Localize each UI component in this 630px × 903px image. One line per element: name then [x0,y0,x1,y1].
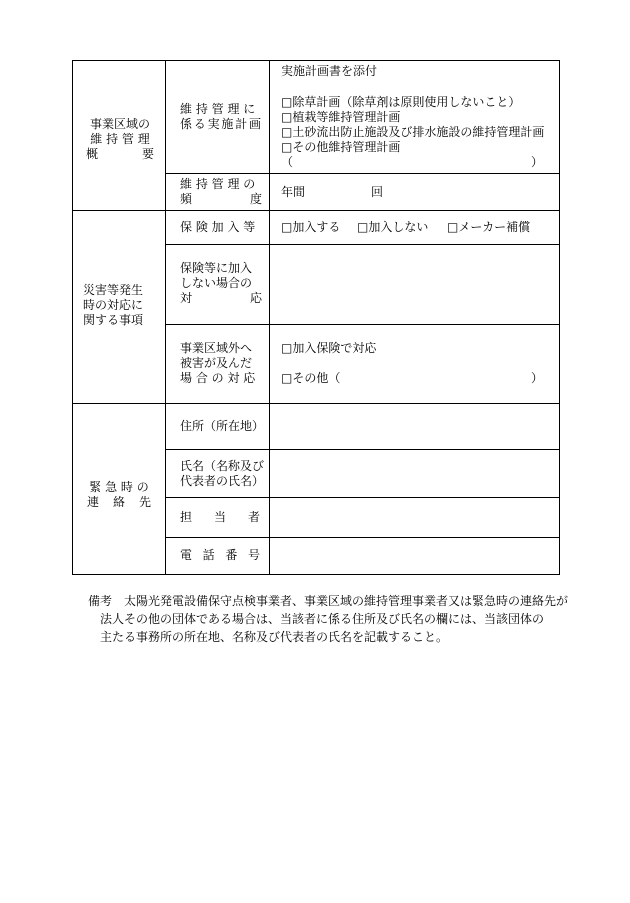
address-label: 住所（所在地） [180,419,265,433]
row-divider [165,497,559,498]
address-value[interactable] [281,413,551,441]
name-label: 氏名（名称及び 代表者の氏名） [180,459,265,488]
phone-value[interactable] [281,543,551,569]
emergency-section-label: 緊 急 時 の 連 絡 先 [87,480,151,509]
insurance-label: 保 険 加 入 等 [180,220,256,234]
phone-label: 電 話 番 号 [180,548,260,562]
outside-option-insurance[interactable]: □加入保険で対応 [281,341,377,355]
row-divider [165,324,559,325]
insurance-option-join[interactable]: □加入する [281,220,341,234]
row-divider [165,449,559,450]
section-divider [73,403,559,404]
plan-other-paren-close: ） [531,155,544,169]
not-insured-label: 保険等に加入 しない場合の 対 応 [180,261,262,305]
section-divider [73,210,559,211]
person-value[interactable] [281,504,551,530]
registration-form-table [72,60,560,575]
remarks-line-3: 主たる事務所の所在地、名称及び代表者の氏名を記載すること。 [100,630,449,644]
remarks-line-2: 法人その他の団体である場合は、当該者に係る住所及び氏名の欄には、当該団体の [100,612,545,626]
disaster-section-label: 災害等発生 時の対応に 関する事項 [83,283,144,327]
plan-item-planting: □植栽等維持管理計画 [281,110,401,124]
person-label: 担 当 者 [180,510,260,524]
frequency-prefix: 年間 [281,185,306,199]
insurance-option-maker[interactable]: □メーカー補償 [447,220,531,234]
frequency-label: 維 持 管 理 の 頻 度 [180,177,262,206]
insurance-option-not-join[interactable]: □加入しない [357,220,429,234]
plan-label: 維 持 管 理 に 係る実施計画 [180,102,263,131]
name-value[interactable] [281,457,551,489]
plan-item-weeding: □除草計画（除草剤は原則使用しないこと） [281,95,521,109]
outside-option-other[interactable]: □その他（ [281,371,341,385]
remarks-line-1: 備考 太陽光発電設備保守点検事業者、事業区域の維持管理事業者又は緊急時の連絡先が [88,594,569,608]
plan-item-other: □その他維持管理計画 [281,140,401,154]
maintenance-section-label: 事業区域の 維 持 管 理 概 要 [86,117,154,161]
plan-other-paren-open: （ [281,155,294,169]
outside-option-other-close: ） [531,371,544,385]
not-insured-value[interactable] [281,261,551,311]
row-divider [165,537,559,538]
plan-item-sediment: □土砂流出防止施設及び排水施設の維持管理計画 [281,125,545,139]
plan-attach-text: 実施計画書を添付 [281,64,378,78]
row-divider [165,244,559,245]
row-divider [165,173,559,174]
frequency-suffix: 回 [371,185,384,199]
outside-damage-label: 事業区域外へ 被害が及んだ 場 合 の 対 応 [180,341,256,385]
